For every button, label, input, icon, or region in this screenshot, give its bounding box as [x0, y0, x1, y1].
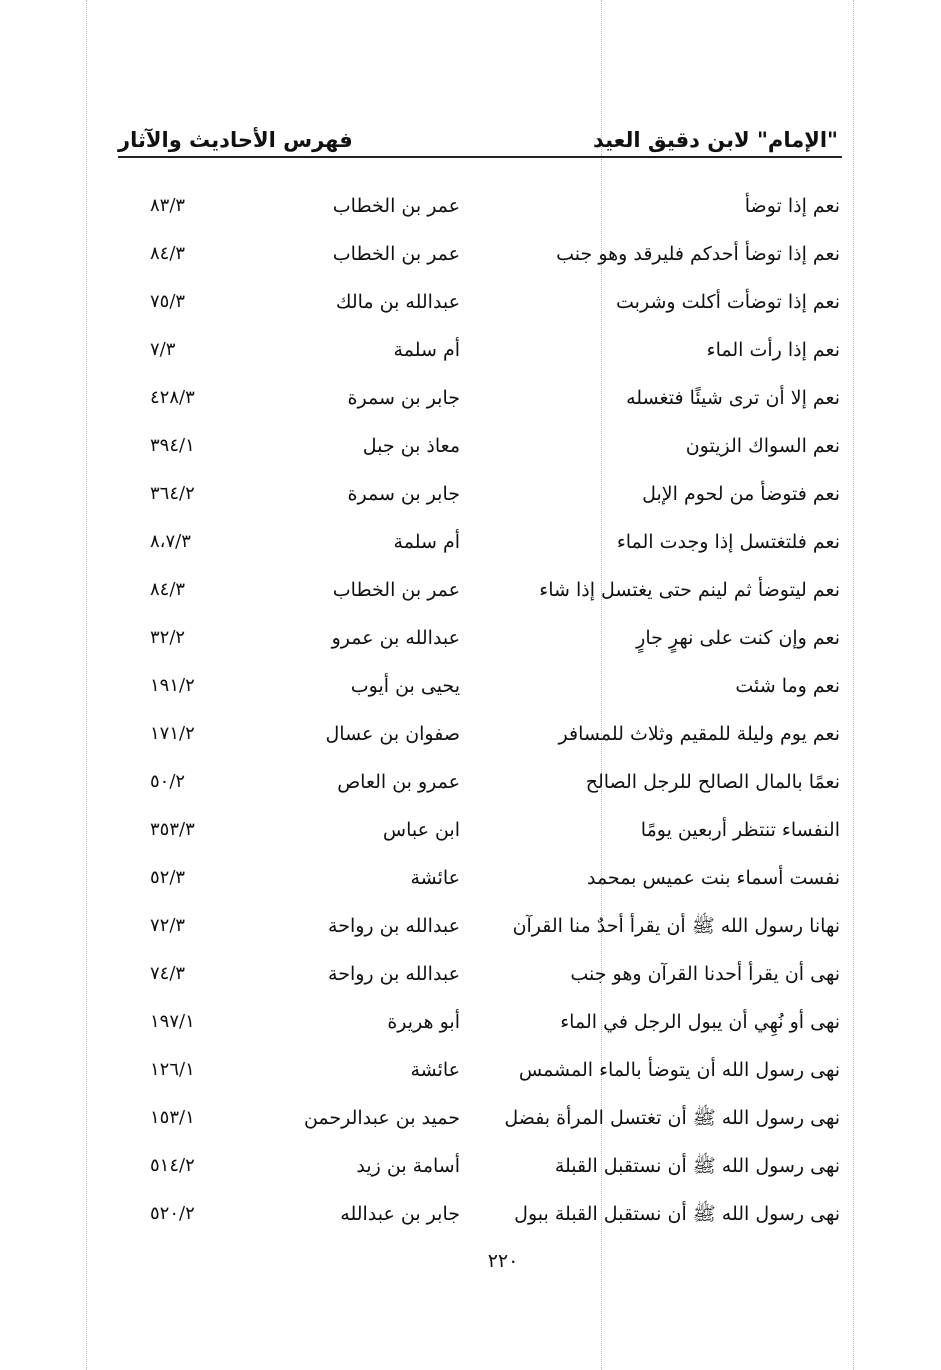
narrator-name: عبدالله بن مالك — [335, 291, 460, 313]
index-entry — [150, 474, 840, 522]
volume-page-ref: ٧٥/٣ — [150, 291, 186, 312]
volume-page-ref: ٣٥٣/٣ — [150, 819, 195, 840]
hadith-text: نعم وإن كنت على نهرٍ جارٍ — [636, 627, 840, 649]
index-entry — [150, 762, 840, 810]
volume-page-ref: ٨،٧/٣ — [150, 531, 191, 552]
narrator-name: صفوان بن عسال — [325, 723, 460, 745]
hadith-text: نعم السواك الزيتون — [685, 435, 840, 457]
volume-page-ref: ٧/٣ — [150, 339, 176, 360]
narrator-name: جابر بن عبدالله — [340, 1203, 460, 1225]
volume-page-ref: ٨٤/٣ — [150, 579, 186, 600]
narrator-name: عائشة — [410, 867, 460, 889]
page-number: ٢٢٠ — [487, 1250, 519, 1272]
hadith-text: نعم إذا توضأ — [744, 195, 840, 217]
index-entry — [150, 954, 840, 1002]
hadith-text: نعم إذا توضأت أكلت وشربت — [616, 291, 840, 313]
hadith-text: نعم فتوضأ من لحوم الإبل — [642, 483, 840, 505]
hadith-text: نهى أو نُهِي أن يبول الرجل في الماء — [560, 1011, 840, 1033]
running-header — [118, 112, 838, 152]
volume-page-ref: ٥٢/٣ — [150, 867, 186, 888]
book-title: "الإمام" لابن دقيق العيد — [592, 128, 838, 152]
index-entry — [150, 234, 840, 282]
index-entry — [150, 1050, 840, 1098]
narrator-name: عبدالله بن عمرو — [331, 627, 460, 649]
hadith-text: النفساء تنتظر أربعين يومًا — [640, 819, 840, 841]
section-title: فهرس الأحاديث والآثار — [118, 128, 353, 152]
index-entry — [150, 618, 840, 666]
header-rule — [118, 156, 842, 158]
narrator-name: عمر بن الخطاب — [332, 195, 460, 217]
hadith-text: نهى رسول الله ﷺ أن نستقبل القبلة ببول — [514, 1203, 840, 1225]
index-entry — [150, 858, 840, 906]
narrator-name: عمرو بن العاص — [337, 771, 460, 793]
volume-page-ref: ٣٢/٢ — [150, 627, 186, 648]
hadith-text: نعم إلا أن ترى شيئًا فتغسله — [626, 387, 840, 409]
hadith-text: نفست أسماء بنت عميس بمحمد — [586, 867, 840, 889]
narrator-name: أم سلمة — [393, 531, 460, 553]
volume-page-ref: ٣٦٤/٢ — [150, 483, 195, 504]
narrator-name: معاذ بن جبل — [362, 435, 460, 457]
volume-page-ref: ٤٢٨/٣ — [150, 387, 195, 408]
volume-page-ref: ١٩١/٢ — [150, 675, 195, 696]
index-entry — [150, 810, 840, 858]
scan-guide-line — [86, 0, 87, 1370]
volume-page-ref: ٧٢/٣ — [150, 915, 186, 936]
narrator-name: ابن عباس — [382, 819, 460, 841]
narrator-name: أسامة بن زيد — [356, 1155, 460, 1177]
index-entry — [150, 522, 840, 570]
index-entry — [150, 330, 840, 378]
narrator-name: عمر بن الخطاب — [332, 579, 460, 601]
volume-page-ref: ٨٤/٣ — [150, 243, 186, 264]
volume-page-ref: ١٩٧/١ — [150, 1011, 195, 1032]
volume-page-ref: ٥١٤/٢ — [150, 1155, 195, 1176]
volume-page-ref: ١٥٣/١ — [150, 1107, 195, 1128]
volume-page-ref: ٧٤/٣ — [150, 963, 186, 984]
hadith-text: نعم فلتغتسل إذا وجدت الماء — [616, 531, 840, 553]
volume-page-ref: ١٢٦/١ — [150, 1059, 195, 1080]
hadith-text: نعم إذا توضأ أحدكم فليرقد وهو جنب — [556, 243, 840, 265]
index-entry — [150, 570, 840, 618]
hadith-text: نهى رسول الله ﷺ أن نستقبل القبلة — [554, 1155, 840, 1177]
hadith-text: نهى رسول الله أن يتوضأ بالماء المشمس — [518, 1059, 840, 1081]
hadith-text: نهى رسول الله ﷺ أن تغتسل المرأة بفضل — [504, 1107, 840, 1129]
index-entry — [150, 282, 840, 330]
index-entry — [150, 714, 840, 762]
volume-page-ref: ٣٩٤/١ — [150, 435, 195, 456]
index-entry — [150, 1146, 840, 1194]
volume-page-ref: ٨٣/٣ — [150, 195, 186, 216]
narrator-name: أبو هريرة — [387, 1011, 460, 1033]
narrator-name: عبدالله بن رواحة — [328, 915, 460, 937]
narrator-name: جابر بن سمرة — [347, 483, 460, 505]
index-entry — [150, 1098, 840, 1146]
hadith-text: نهى أن يقرأ أحدنا القرآن وهو جنب — [570, 963, 840, 985]
narrator-name: عائشة — [410, 1059, 460, 1081]
narrator-name: يحيى بن أيوب — [350, 675, 460, 697]
scan-guide-line — [853, 0, 854, 1370]
hadith-text: نعم إذا رأت الماء — [706, 339, 840, 361]
narrator-name: أم سلمة — [393, 339, 460, 361]
index-entry — [150, 426, 840, 474]
hadith-text: نعمًا بالمال الصالح للرجل الصالح — [585, 771, 840, 793]
index-entry — [150, 666, 840, 714]
hadith-text: نعم ليتوضأ ثم لينم حتى يغتسل إذا شاء — [539, 579, 840, 601]
index-entry — [150, 378, 840, 426]
volume-page-ref: ٥٠/٢ — [150, 771, 186, 792]
narrator-name: حميد بن عبدالرحمن — [303, 1107, 460, 1129]
index-entry — [150, 1194, 840, 1242]
index-entry — [150, 906, 840, 954]
hadith-text: نعم يوم وليلة للمقيم وثلاث للمسافر — [558, 723, 840, 745]
volume-page-ref: ٥٢٠/٢ — [150, 1203, 195, 1224]
hadith-index-list — [150, 186, 840, 1242]
index-entry — [150, 186, 840, 234]
volume-page-ref: ١٧١/٢ — [150, 723, 195, 744]
narrator-name: عبدالله بن رواحة — [328, 963, 460, 985]
narrator-name: عمر بن الخطاب — [332, 243, 460, 265]
index-entry — [150, 1002, 840, 1050]
narrator-name: جابر بن سمرة — [347, 387, 460, 409]
hadith-text: نعم وما شئت — [735, 675, 840, 697]
hadith-text: نهانا رسول الله ﷺ أن يقرأ أحدٌ منا القرآن — [512, 915, 840, 937]
